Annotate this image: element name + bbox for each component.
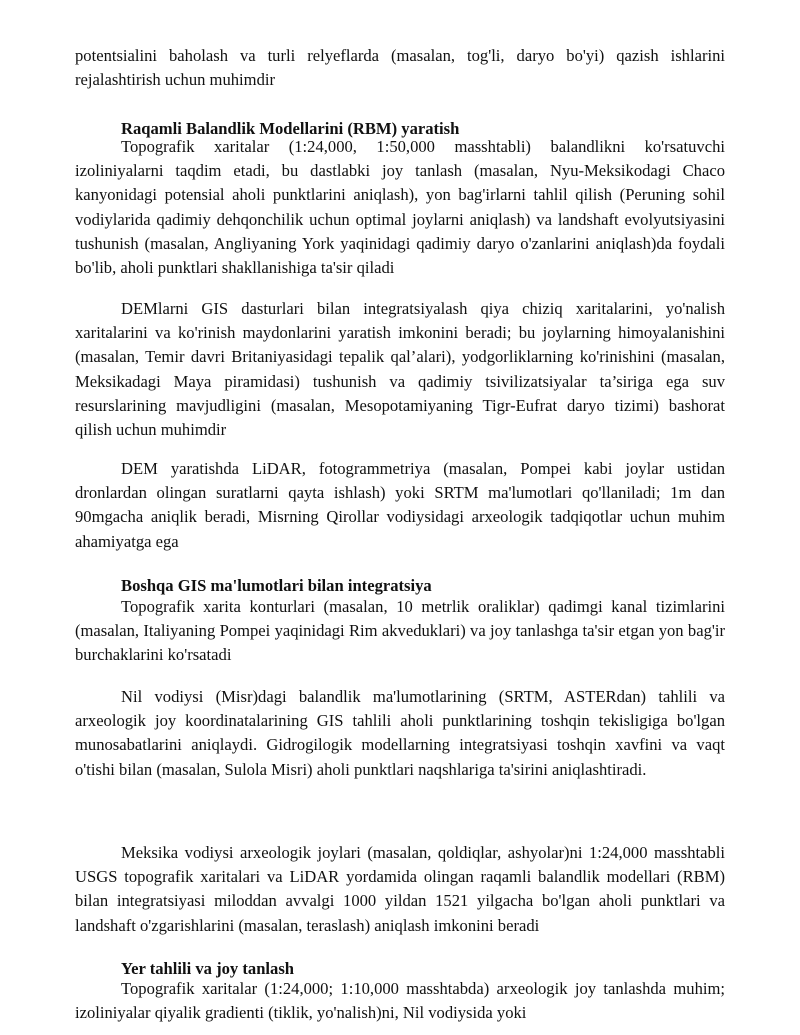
paragraph-dem-gis: DEMlarni GIS dasturlari bilan integratsiyalash qiya chiziq xaritalarini, yo'nalish xaritalarini va ko'rinish maydonlarini yaratish imkonini beradi; bu joylarning himoyalanishini (masalan, Temir davri Britaniyasidagi tepalik qal’alari), yodgorliklarning ko'rinishini (masalan, Meksikadagi Maya piramidasi) tushunish va qadimiy tsivilizatsiyalar ta’siriga ega suv resurslarining mavjudligini (masalan, Mesopotamiyaning Tigr-Eufrat daryo tizimi) bashorat qilish uchun muhimdir [75, 299, 725, 440]
paragraph-contours: Topografik xarita konturlari (masalan, 10 metrlik oraliklar) qadimgi kanal tizimlarini (masalan, Italiyaning Pompei yaqinidagi Rim akveduklari) va joy tanlashga ta'sir etgan yon bag'ir burchaklarini ko'rsatadi [75, 597, 725, 665]
section-heading-terrain: Yer tahlili va joy tanlash [121, 959, 295, 978]
paragraph-terrain-analysis: Topografik xaritalar (1:24,000; 1:10,000 masshtabda) arxeologik joy tanlashda muhim; izoliniyalar qiyalik gradienti (tiklik, yo'nalish)ni, Nil vodiysida yoki [75, 979, 725, 1023]
paragraph-topographic-maps: Topografik xaritalar (1:24,000, 1:50,000 masshtabli) balandlikni ko'rsatuvchi izoliniyalarni taqdim etadi, bu dastlabki joy tanlash (masalan, Nyu-Meksikodagi Chaco kanyonidagi potensial aholi punktlarini aniqlash), yon bag'irlarni tahlil qilish (Peruning sohil vodiylarida qadimiy dehqonchilik uchun optimal joylarni aniqlash) va landshaft evolyutsiyasini tushunish (masalan, Angliyaning York yaqinidagi qadimiy daryo o'zanlarini aniqlash)da foydali bo'lib, aholi punktlari shakllanishiga ta'sir qiladi [75, 137, 725, 278]
paragraph-dem-lidar: DEM yaratishda LiDAR, fotogrammetriya (masalan, Pompei kabi joylar ustidan dronlardan olingan suratlarni qayta ishlash) yoki SRTM ma'lumotlari qo'llaniladi; 1m dan 90mgacha aniqlik beradi, Misrning Qirollar vodiysidagi arxeologik tadqiqotlar uchun muhim ahamiyatga ega [75, 459, 725, 551]
section-heading-integration: Boshqa GIS ma'lumotlari bilan integratsiya [121, 576, 432, 595]
section-heading-dem: Raqamli Balandlik Modellarini (RBM) yaratish [121, 119, 460, 138]
paragraph-mexico-valley: Meksika vodiysi arxeologik joylari (masalan, qoldiqlar, ashyolar)ni 1:24,000 masshtabli USGS topografik xaritalari va LiDAR yordamida olingan raqamli balandlik modellari (RBM) bilan integratsiyasi miloddan avvalgi 1000 yildan 1521 yilgacha bo'lgan aholi punktlari va landshaft o'zgarishlarini (masalan, teraslash) aniqlash imkonini beradi [75, 843, 725, 935]
paragraph-nile-valley: Nil vodiysi (Misr)dagi balandlik ma'lumotlarining (SRTM, ASTERdan) tahlili va arxeologik joy koordinatalarining GIS tahlili aholi punktlarining toshqin tekisligiga bo'lgan munosabatlarini aniqlaydi. Gidrogilogik modellarning integratsiyasi toshqin xavfini va vaqt o'tishi bilan (masalan, Sulola Misri) aholi punktlari naqshlariga ta'sirini aniqlashtiradi. [75, 687, 725, 779]
paragraph-intro-continuation: potentsialini baholash va turli relyeflarda (masalan, tog'li, daryo bo'yi) qazish ishlarini rejalashtirish uchun muhimdir [75, 46, 725, 90]
